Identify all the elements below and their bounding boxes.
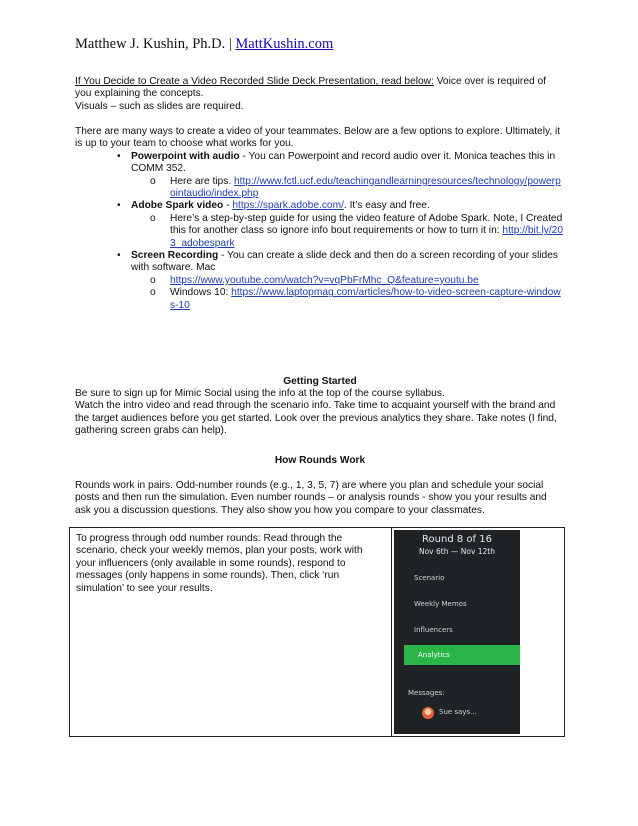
site-link[interactable]: MattKushin.com	[235, 36, 334, 52]
windows-recording-link[interactable]: https://www.laptopmag.com/articles/how-to-video-screen-capture-windows-10	[170, 287, 561, 311]
how-rounds-paragraph: Rounds work in pairs. Odd-number rounds (e.g., 1, 3, 5, 7) are where you plan and schedule your social posts and then run the simulation. Even number rounds – or analysis rounds - show you your results and ask you a discussion questions. They also show you how you compare to your classmates.	[75, 480, 547, 516]
round-title: Round 8 of 16	[422, 534, 492, 545]
option-text-pre: -	[223, 200, 233, 212]
simulation-sidebar-screenshot	[394, 530, 520, 734]
intro-heading-rest: Voice over is required of you explaining the concepts.	[75, 76, 546, 100]
menu-item-weekly-memos: Weekly Memos	[414, 600, 467, 608]
bullet-icon: •	[117, 150, 121, 162]
message-sue: Sue says...	[439, 708, 477, 716]
sub-text: Windows 10:	[170, 287, 232, 299]
messages-label: Messages:	[408, 689, 445, 697]
getting-started-heading: Getting Started	[283, 376, 357, 387]
options-section	[75, 126, 565, 312]
sub-text: Here are tips.	[170, 175, 234, 187]
option-title: Powerpoint with audio	[131, 150, 240, 162]
sub-item	[75, 176, 565, 201]
mac-recording-link[interactable]: https://www.youtube.com/watch?v=vqPbFrMhc_Q&feature=youtu.be	[170, 274, 479, 286]
avatar	[422, 707, 434, 719]
getting-started-line1: Be sure to sign up for Mimic Social using the info at the top of the course syllabus.	[75, 388, 445, 399]
option-powerpoint	[75, 151, 565, 176]
sub-item	[75, 287, 565, 312]
page-header	[75, 36, 333, 53]
option-text-post: . It’s easy and free.	[343, 200, 430, 212]
option-title: Screen Recording	[131, 250, 219, 262]
how-rounds-heading: How Rounds Work	[274, 455, 366, 466]
menu-item-analytics-active: Analytics	[404, 645, 520, 665]
bullet-icon: •	[117, 200, 121, 212]
option-screen-recording	[75, 250, 565, 275]
menu-item-scenario: Scenario	[414, 574, 445, 582]
adobe-spark-guide-link[interactable]: http://bit.ly/203_adobespark	[170, 225, 563, 249]
option-adobe-spark	[75, 200, 565, 212]
circle-bullet-icon: o	[150, 175, 156, 187]
menu-item-influencers: Influencers	[414, 626, 453, 634]
author-name: Matthew J. Kushin, Ph.D. |	[75, 36, 236, 52]
sub-text: Here’s a step-by-step guide for using the video feature of Adobe Spark. Note, I Created this for another class so ignore info bout requirements or how to turn it in:	[170, 212, 563, 237]
powerpoint-tips-link[interactable]: http://www.fctl.ucf.edu/teachingandlearningresources/technology/powerpointaudio/index.php	[170, 175, 561, 200]
getting-started-line2: Watch the intro video and read through the scenario info. Take time to acquaint yourself with the brand and the target audiences before you get started. Look over the previous analytics they share. Take notes (I find, gathering screen grabs can help).	[75, 400, 557, 437]
bullet-icon: •	[117, 250, 121, 262]
options-paragraph: There are many ways to create a video of your teammates. Below are a few options to explore. Ultimately, it is up to your team to choose what works for you.	[75, 126, 561, 150]
round-dates: Nov 6th — Nov 12th	[418, 547, 495, 556]
getting-started-section	[75, 388, 565, 438]
option-text: - You can create a slide deck and then do a screen recording of your slides with software. Mac	[131, 250, 558, 274]
option-title: Adobe Spark video	[131, 200, 224, 212]
circle-bullet-icon: o	[150, 287, 156, 299]
intro-heading	[75, 76, 565, 101]
adobe-spark-link[interactable]: https://spark.adobe.com/	[232, 200, 344, 212]
intro-section	[75, 76, 565, 113]
option-text: - You can Powerpoint and record audio over it. Monica teaches this in COMM 352.	[131, 150, 556, 175]
circle-bullet-icon: o	[150, 212, 156, 224]
circle-bullet-icon: o	[150, 274, 156, 286]
rounds-table	[69, 527, 565, 737]
visuals-line: Visuals – such as slides are required.	[75, 100, 244, 112]
sub-item	[75, 275, 565, 287]
sub-item	[75, 213, 565, 250]
table-left-cell: To progress through odd number rounds: Read through the scenario, check your weekly memos, plan your posts, work with your influencers (only available in some rounds), respond to messages (only happens in some rounds). Then, click ‘run simulation’ to see your results.	[70, 528, 392, 736]
intro-heading-underlined: If You Decide to Create a Video Recorded Slide Deck Presentation, read below:	[75, 76, 434, 87]
